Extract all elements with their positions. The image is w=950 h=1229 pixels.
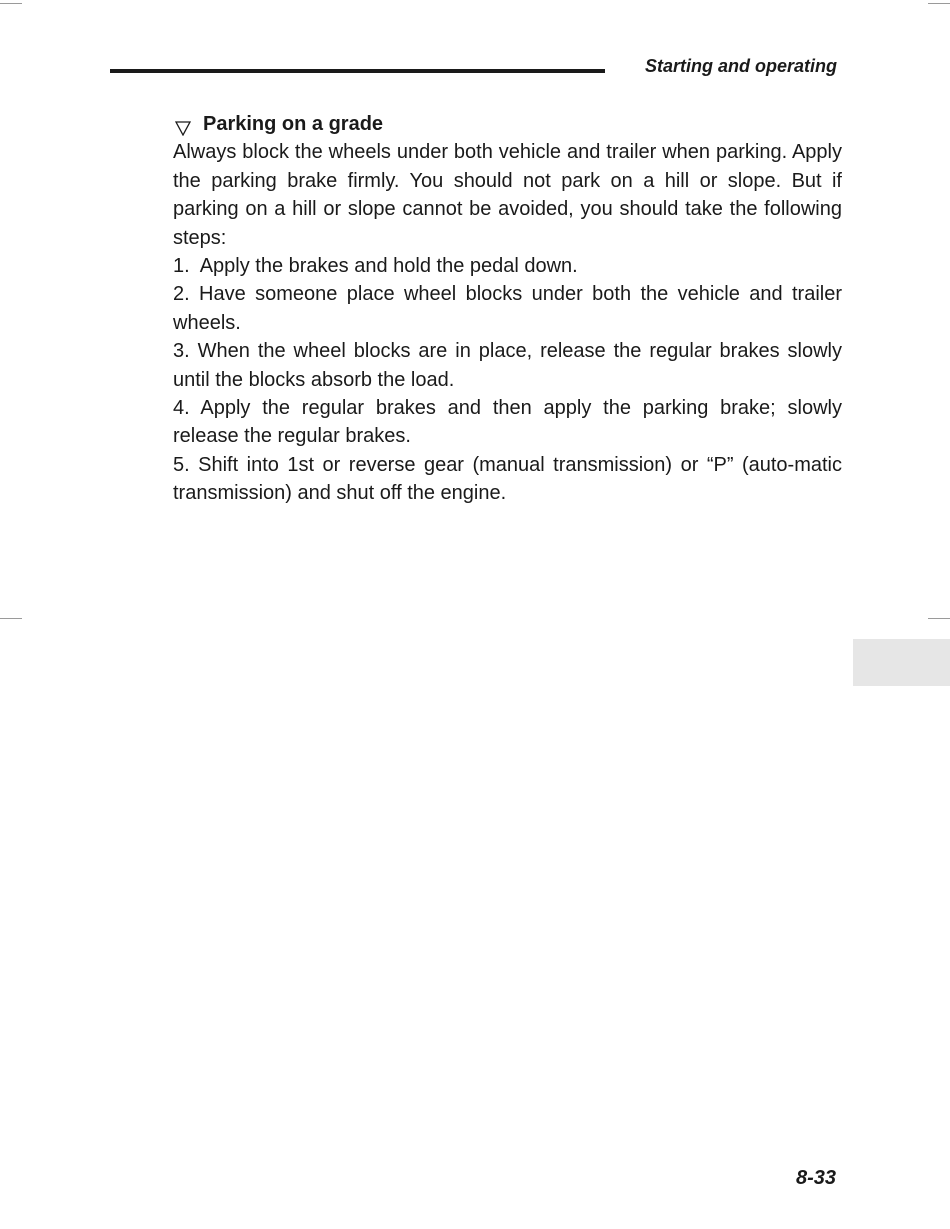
crop-mark-middle-right	[928, 618, 950, 619]
step-item: 4. Apply the regular brakes and then apply the parking brake; slowly release the regular brakes.	[173, 397, 842, 448]
section-header-title: Starting and operating	[644, 56, 837, 76]
down-triangle-icon	[175, 116, 191, 132]
step-item: 5. Shift into 1st or reverse gear (manual transmission) or “P” (auto-matic transmission) and shut off the engine.	[173, 453, 842, 505]
page-number: 8-33	[795, 1167, 836, 1189]
step-item: 2. Have someone place wheel blocks under both the vehicle and trailer wheels.	[173, 283, 842, 334]
crop-mark-middle-left	[0, 618, 22, 619]
section-heading	[173, 110, 842, 138]
step-item: 3. When the wheel blocks are in place, release the regular brakes slowly until the blocks absorb the load.	[173, 340, 842, 391]
chapter-thumb-tab	[853, 639, 950, 686]
main-content	[173, 110, 842, 508]
header-rule	[110, 69, 605, 73]
crop-mark-top-left	[0, 3, 22, 4]
section-heading-text: Parking on a grade	[203, 113, 384, 135]
step-item: 1. Apply the brakes and hold the pedal down.	[173, 255, 578, 278]
crop-mark-top-right	[928, 3, 950, 4]
intro-paragraph: Always block the wheels under both vehicle and trailer when parking. Apply the parking brake firmly. You should not park on a hill or slope. But if parking on a hill or slope cannot be avoided, you should take the following steps:	[173, 141, 842, 249]
